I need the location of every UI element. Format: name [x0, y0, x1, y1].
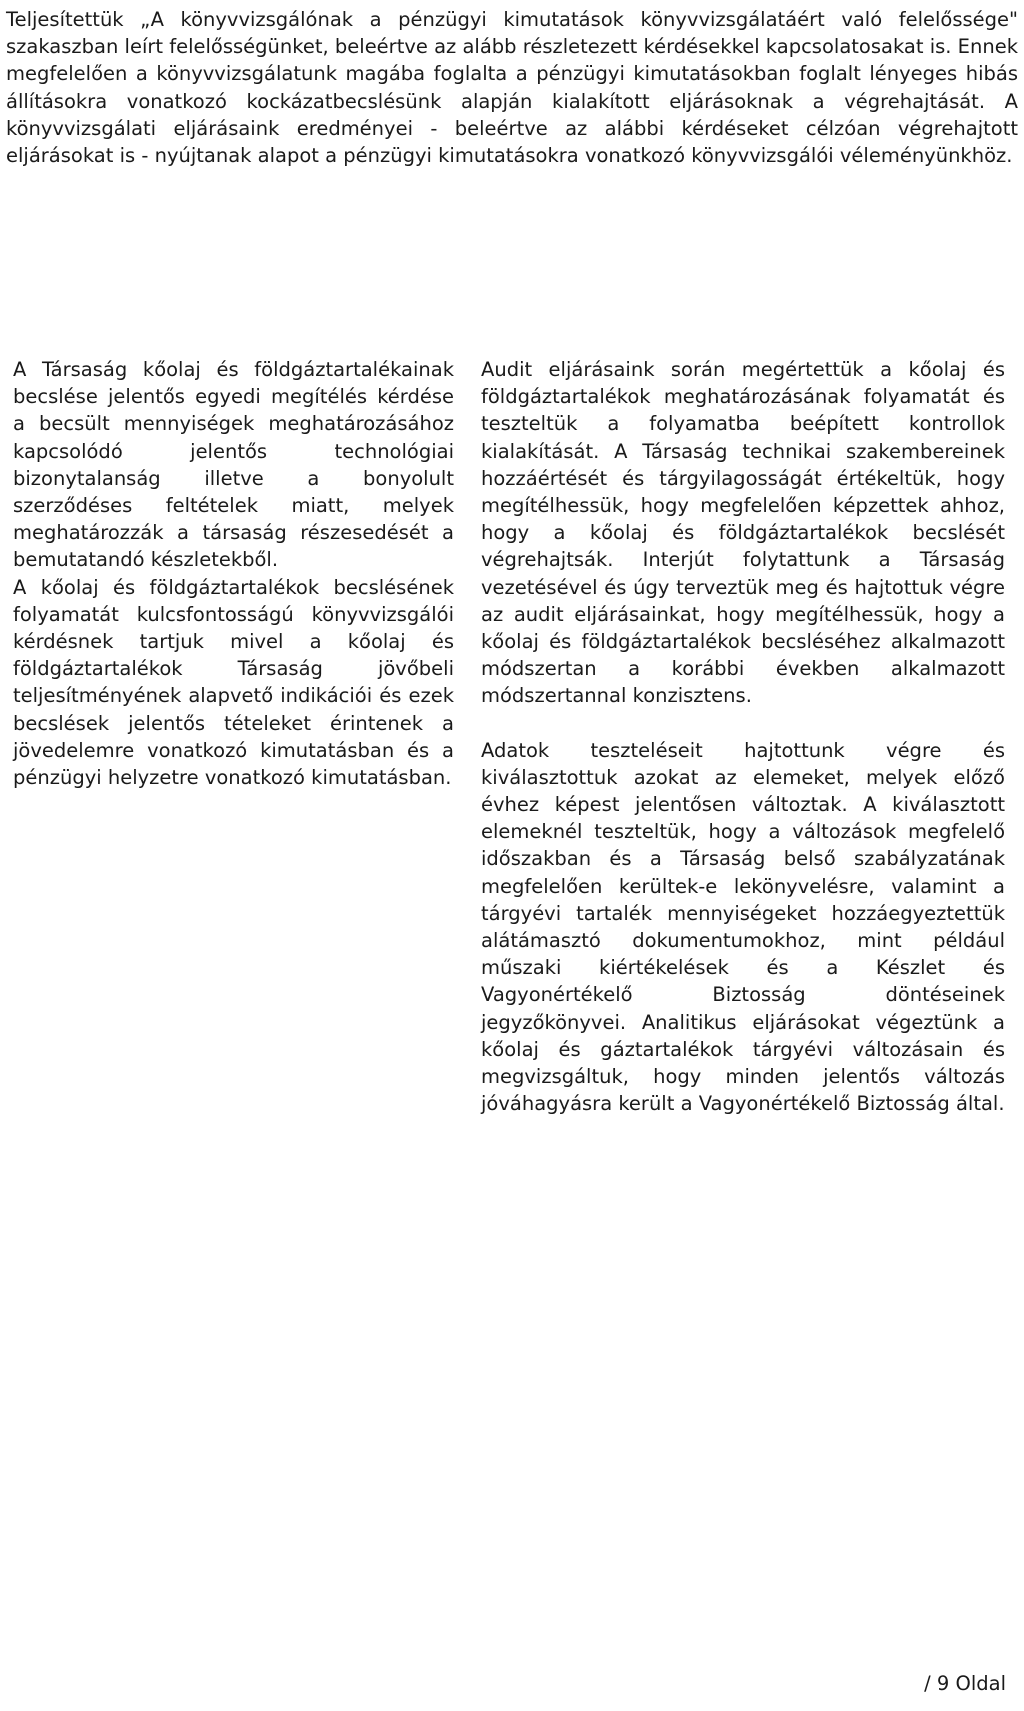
audit-procedures-paragraph: Audit eljárásaink során megértettük a kőolaj és földgáztartalékok meghatározásának folyamatát és teszteltük a folyamatba beépített kontrollok kialakítását. A Társaság technikai szakembereinek hozzáértését és tárgyilagosságát értékeltük, hogy megítélhessük, hogy megfelelően képzettek ahhoz, hogy a kőolaj és földgáztartalékok becslését végrehajtsák. Interjút folytattunk a Társaság vezetésével és úgy terveztük meg és hajtottuk végre az audit eljárásainkat, hogy megítélhessük, hogy a kőolaj és földgáztartalékok becsléséhez alkalmazott módszertan a korábbi években alkalmazott módszertannal konzisztens. [481, 358, 1005, 708]
audit-response-column [481, 356, 1005, 1117]
page-number: / 9 Oldal [924, 1672, 1006, 1695]
key-audit-matter-rationale: A kőolaj és földgáztartalékok becslésének folyamatát kulcsfontosságú könyvvizsgálói kérdésnek tartjuk mivel a kőolaj és földgáztartalékok Társaság jövőbeli teljesítményének alapvető indikációi és ezek becslések jelentős tételeket érintenek a jövedelemre vonatkozó kimutatásban és a pénzügyi helyzetre vonatkozó kimutatásban. [13, 575, 454, 790]
data-testing-paragraph: Adatok teszteléseit hajtottunk végre és kiválasztottuk azokat az elemeket, melyek előző évhez képest jelentősen változtak. A kiválasztott elemeknél teszteltük, hogy a változások megfelelő időszakban és a Társaság belső szabályzatának megfelelően kerültek-e lekönyvelésre, valamint a tárgyévi tartalék mennyiségeket hozzáegyeztettük alátámasztó dokumentumokhoz, mint például műszaki kiértékelések és a Készlet és Vagyonértékelő Biztosság döntéseinek jegyzőkönyvei. Analitikus eljárásokat végeztünk a kőolaj és gáztartalékok tárgyévi változásain és megvizsgáltuk, hogy minden jelentős változás jóváhagyásra került a Vagyonértékelő Biztosság által. [481, 738, 1005, 1116]
intro-paragraph: Teljesítettük „A könyvvizsgálónak a pénzügyi kimutatások könyvvizsgálatáért való felelőssége" szakaszban leírt felelősségünket, beleértve az alább részletezett kérdésekkel kapcsolatosakat is. Ennek megfelelően a könyvvizsgálatunk magába foglalta a pénzügyi kimutatásokban foglalt lényeges hibás állításokra vonatkozó kockázatbecslésünk alapján kialakított eljárásoknak a végrehajtását. A könyvvizsgálati eljárásaink eredményei - beleértve az alábbi kérdéseket célzóan végrehajtott eljárásokat is - nyújtanak alapot a pénzügyi kimutatásokra vonatkozó könyvvizsgálói véleményünkhöz. [6, 8, 1018, 168]
key-audit-matter-column [13, 356, 454, 791]
key-audit-matter-description: A Társaság kőolaj és földgáztartalékainak becslése jelentős egyedi megítélés kérdése a becsült mennyiségek meghatározásához kapcsolódó jelentős technológiai bizonytalanság illetve a bonyolult szerződéses feltételek miatt, melyek meghatározzák a társaság részesedését a bemutatandó készletekből. [13, 358, 454, 572]
